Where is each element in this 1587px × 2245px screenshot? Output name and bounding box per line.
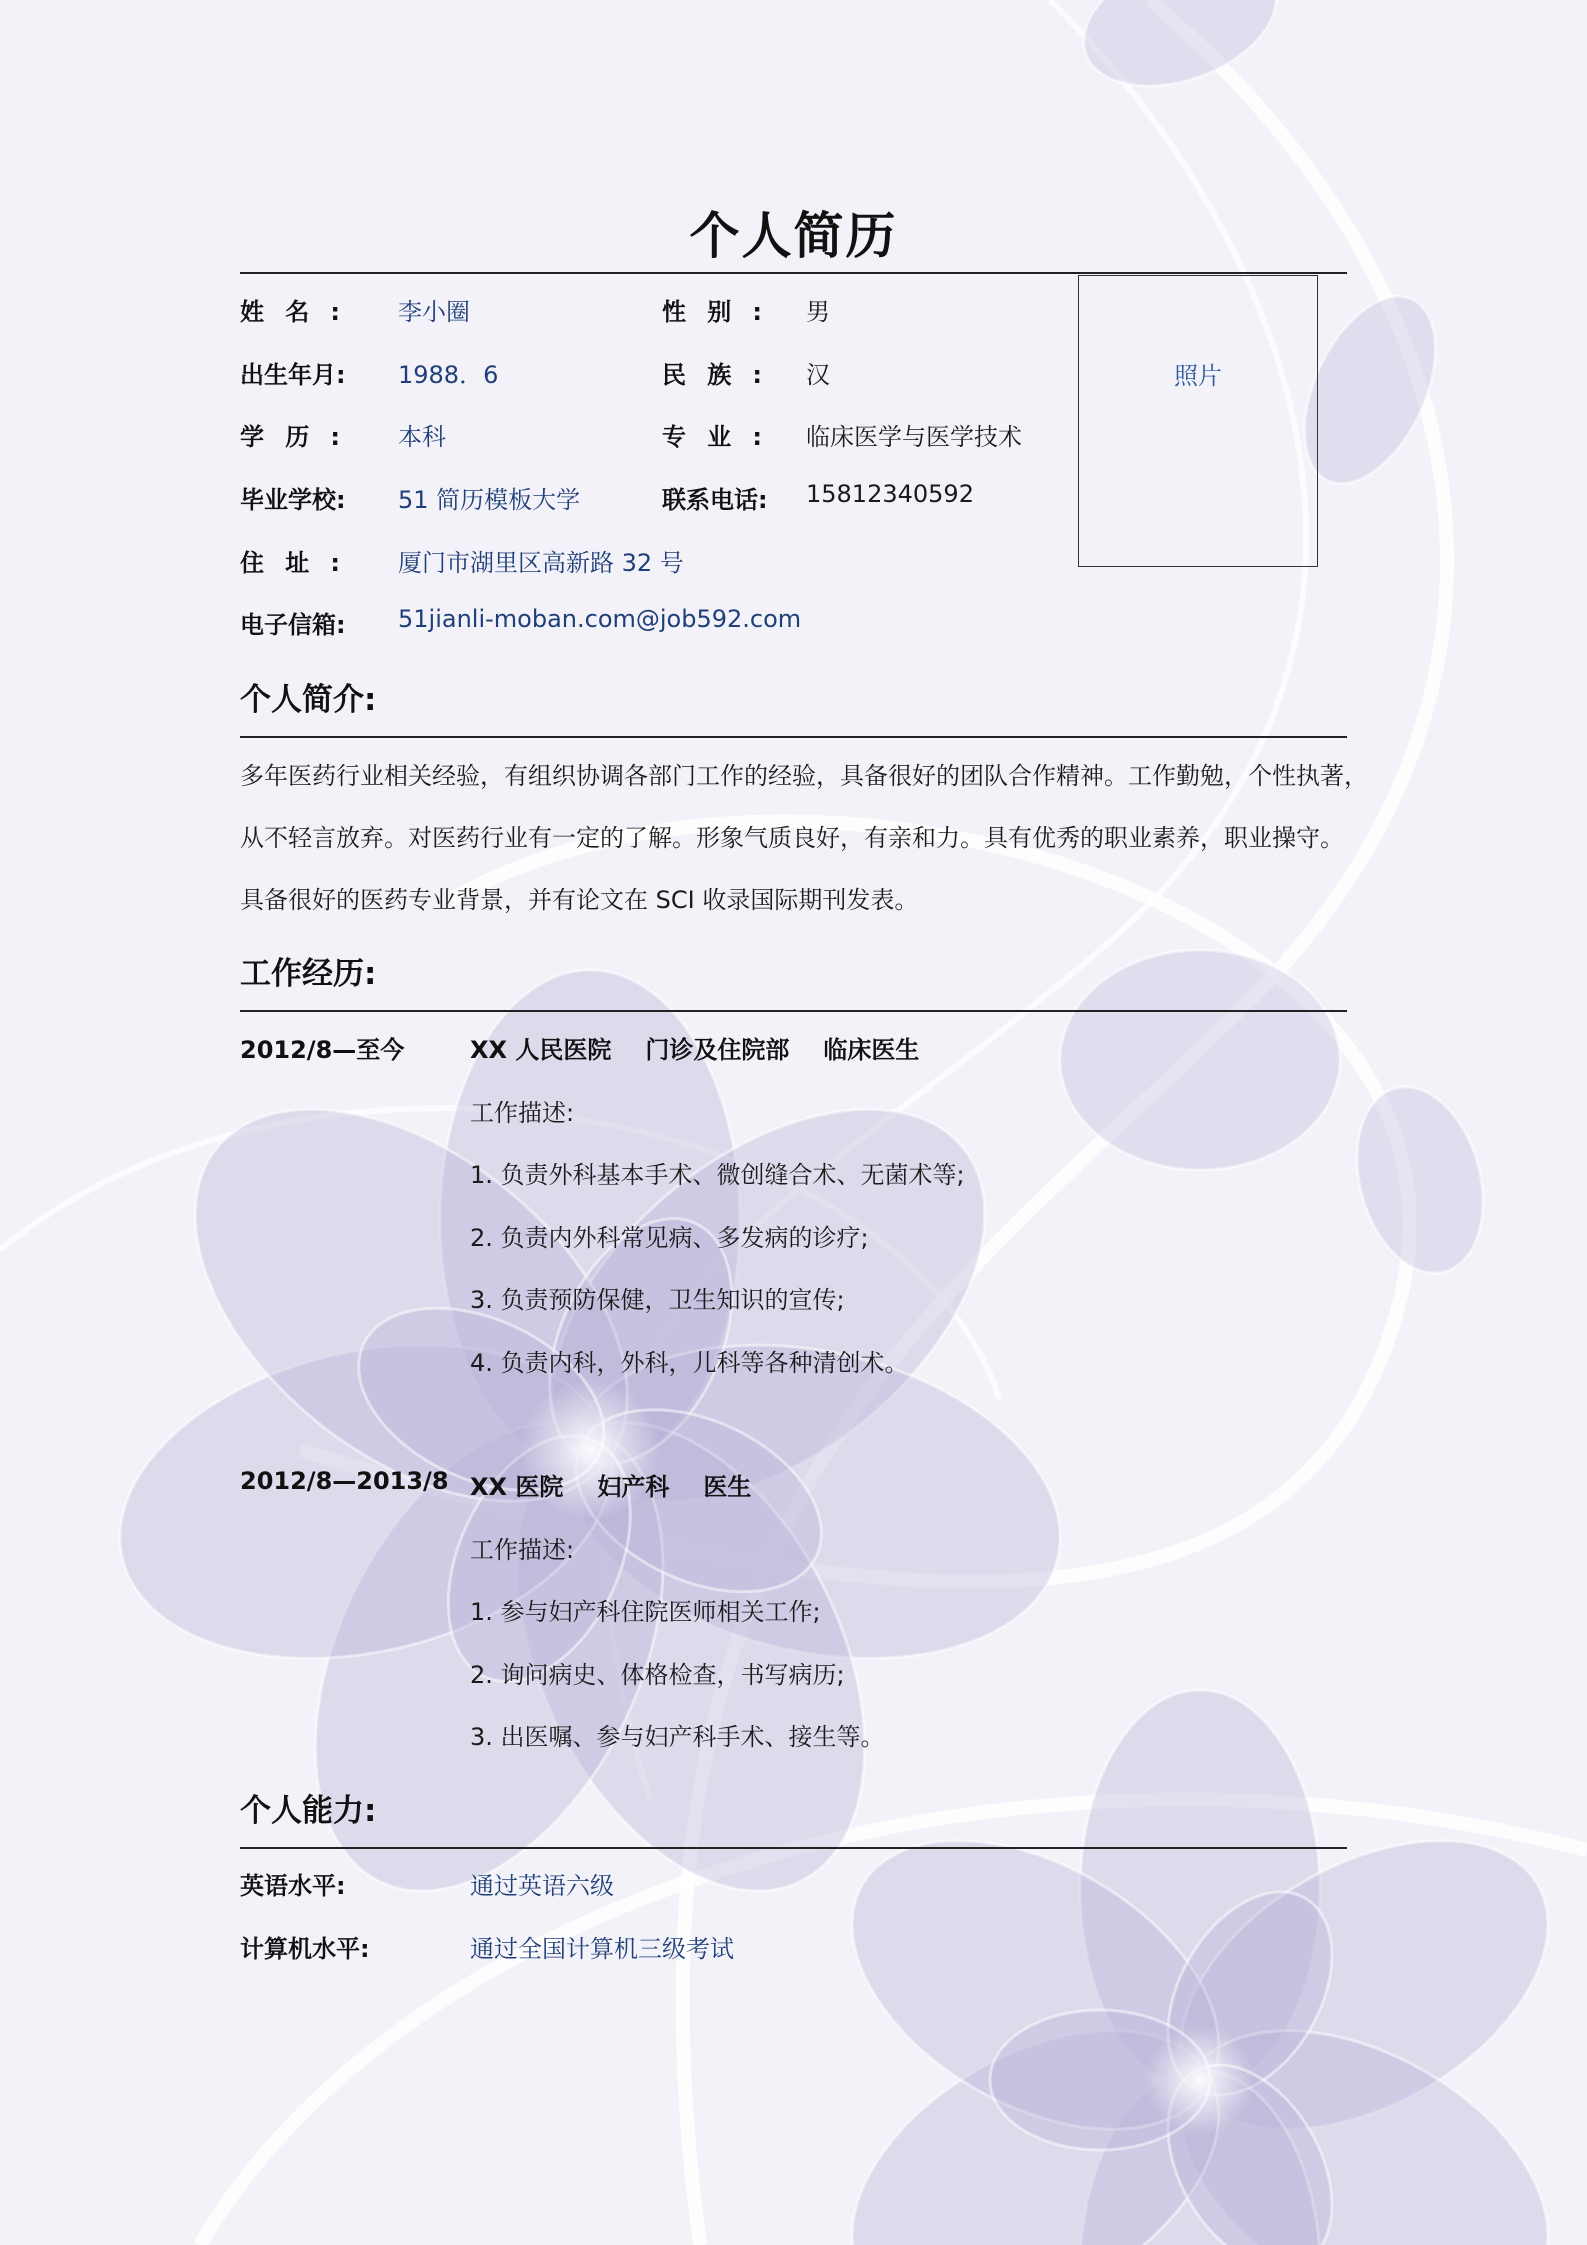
school-value: 51 简历模板大学 [398, 486, 581, 514]
job-dept: 门诊及住院部 [645, 1036, 790, 1064]
computer-label: 计算机水平: [240, 1935, 370, 1963]
major-value: 临床医学与医学技术 [806, 423, 1022, 451]
job-header [470, 1467, 785, 1502]
email-label: 电子信箱: [240, 611, 346, 639]
computer-value: 通过全国计算机三级考试 [470, 1935, 734, 1963]
job-desc-label: 工作描述: [470, 1536, 575, 1564]
birth-value: 1988．6 [398, 361, 499, 389]
profile-divider [240, 736, 1347, 738]
name-label: 姓名: [240, 298, 340, 326]
address-value: 厦门市湖里区高新路 32 号 [398, 549, 684, 577]
phone-value: 15812340592 [806, 480, 974, 508]
english-label: 英语水平: [240, 1872, 346, 1900]
profile-heading: 个人简介: [240, 682, 377, 718]
ethnicity-label: 民族: [662, 361, 762, 389]
job-period: 2012/8—至今 [240, 1036, 405, 1064]
work-divider [240, 1010, 1347, 1012]
education-label: 学历: [240, 423, 340, 451]
job-period: 2012/8—2013/8 [240, 1467, 449, 1495]
name-value: 李小圈 [398, 298, 470, 326]
gender-label: 性别: [662, 298, 762, 326]
phone-label: 联系电话: [662, 486, 768, 514]
job-role: 医生 [703, 1473, 752, 1501]
job-header [470, 1030, 953, 1065]
title-divider [240, 272, 1347, 274]
profile-line: 从不轻言放弃。对医药行业有一定的了解。形象气质良好，有亲和力。具有优秀的职业素养，职业操守。 [240, 824, 1344, 852]
job-desc-item: 2. 负责内外科常见病、多发病的诊疗; [470, 1224, 869, 1252]
education-value: 本科 [398, 423, 446, 451]
photo-label: 照片 [1174, 362, 1222, 390]
photo-placeholder [1078, 275, 1318, 567]
job-desc-item: 2. 询问病史、体格检查，书写病历; [470, 1661, 845, 1689]
major-label: 专业: [662, 423, 762, 451]
address-label: 住址: [240, 549, 340, 577]
school-label: 毕业学校: [240, 486, 346, 514]
job-org: XX 人民医院 [470, 1036, 612, 1064]
profile-line: 具备很好的医药专业背景，并有论文在 SCI 收录国际期刊发表。 [240, 886, 919, 914]
gender-value: 男 [806, 298, 830, 326]
email-value: 51jianli-moban.com@job592.com [398, 605, 802, 633]
job-desc-item: 3. 负责预防保健，卫生知识的宣传; [470, 1286, 845, 1314]
skills-divider [240, 1847, 1347, 1849]
job-desc-item: 4. 负责内科，外科，儿科等各种清创术。 [470, 1349, 909, 1377]
profile-line: 多年医药行业相关经验，有组织协调各部门工作的经验，具备很好的团队合作精神。工作勤勉，个性执著， [240, 762, 1368, 790]
job-role: 临床医生 [823, 1036, 920, 1064]
skills-heading: 个人能力: [240, 1793, 377, 1829]
ethnicity-value: 汉 [806, 361, 830, 389]
job-desc-item: 3. 出医嘱、参与妇产科手术、接生等。 [470, 1723, 885, 1751]
english-value: 通过英语六级 [470, 1872, 614, 1900]
job-org: XX 医院 [470, 1473, 564, 1501]
job-desc-item: 1. 参与妇产科住院医师相关工作; [470, 1598, 821, 1626]
job-desc-label: 工作描述: [470, 1099, 575, 1127]
page-title: 个人简历 [689, 207, 898, 265]
birth-label: 出生年月: [240, 361, 346, 389]
job-dept: 妇产科 [597, 1473, 670, 1501]
job-desc-item: 1. 负责外科基本手术、微创缝合术、无菌术等; [470, 1161, 965, 1189]
work-heading: 工作经历: [240, 956, 377, 992]
